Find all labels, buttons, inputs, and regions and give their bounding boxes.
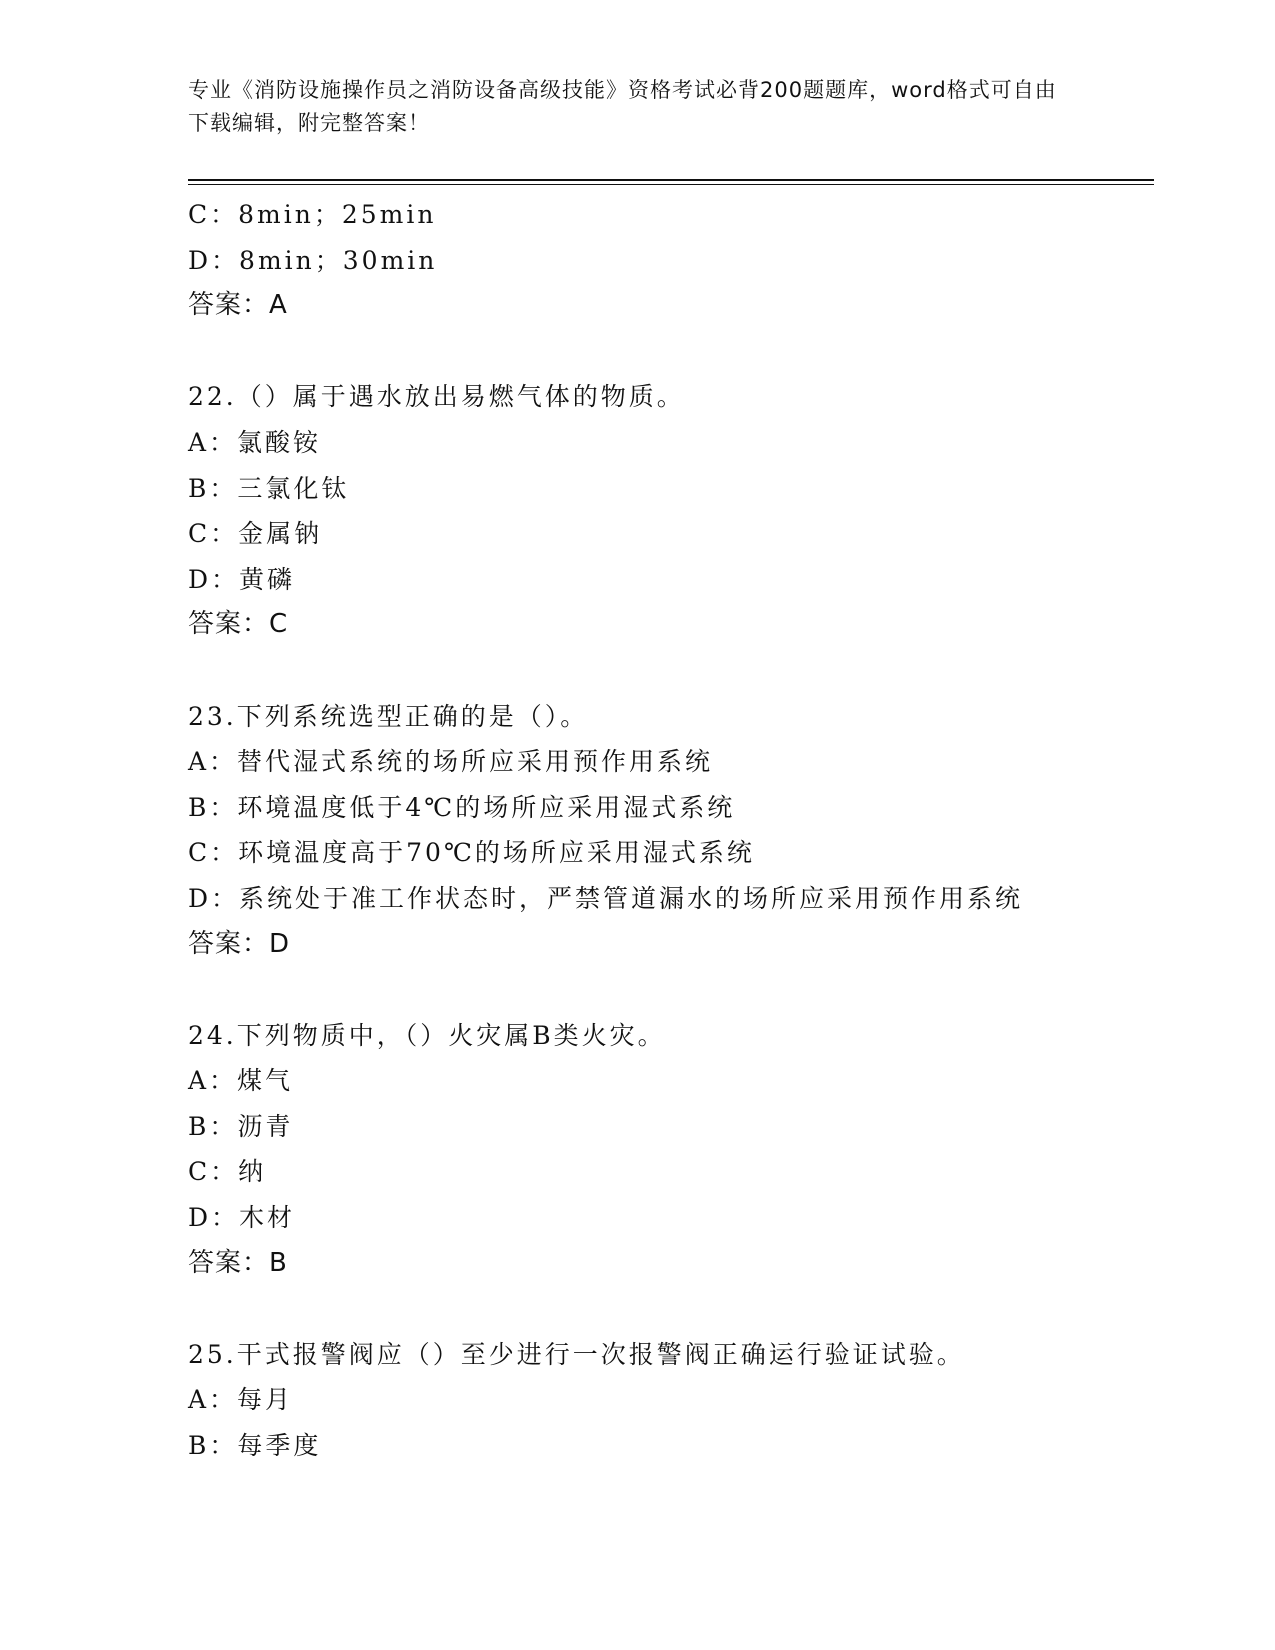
option-b: B：每季度 bbox=[188, 1431, 322, 1461]
question-25 bbox=[188, 1332, 1154, 1469]
header-rule-thick bbox=[188, 179, 1154, 181]
option-d: D：木材 bbox=[188, 1203, 296, 1233]
answer: 答案：C bbox=[188, 609, 289, 640]
question-stem: 23.下列系统选型正确的是（）。 bbox=[188, 701, 589, 731]
spacer bbox=[188, 1286, 1154, 1332]
question-stem: 24.下列物质中，（）火灾属B类火灾。 bbox=[188, 1020, 666, 1050]
spacer bbox=[188, 967, 1154, 1013]
spacer bbox=[188, 329, 1154, 375]
question-stem: 22.（）属于遇水放出易燃气体的物质。 bbox=[188, 382, 685, 412]
option-a: A：替代湿式系统的场所应采用预作用系统 bbox=[188, 747, 714, 777]
option-b: B：环境温度低于4℃的场所应采用湿式系统 bbox=[188, 792, 736, 822]
answer: 答案：A bbox=[188, 290, 288, 321]
option-d: D：系统处于准工作状态时，严禁管道漏水的场所应采用预作用系统 bbox=[188, 883, 1024, 913]
option-b: B：三氯化钛 bbox=[188, 473, 350, 503]
question-stem: 25.干式报警阀应（）至少进行一次报警阀正确运行验证试验。 bbox=[188, 1339, 965, 1369]
question-list bbox=[188, 192, 1154, 1469]
option-d: D：8min；30min bbox=[188, 245, 438, 275]
answer: 答案：D bbox=[188, 928, 291, 959]
option-a: A：煤气 bbox=[188, 1066, 294, 1096]
option-c: C：环境温度高于70℃的场所应采用湿式系统 bbox=[188, 838, 755, 868]
option-d: D：黄磷 bbox=[188, 564, 296, 594]
option-b: B：沥青 bbox=[188, 1111, 294, 1141]
option-c: C：金属钠 bbox=[188, 519, 323, 549]
option-a: A：每月 bbox=[188, 1385, 294, 1415]
question-24 bbox=[188, 1013, 1154, 1287]
header-rule-thin bbox=[188, 184, 1154, 185]
option-c: C：纳 bbox=[188, 1157, 267, 1187]
option-a: A：氯酸铵 bbox=[188, 427, 322, 457]
question-23 bbox=[188, 694, 1154, 968]
document-header: 专业《消防设施操作员之消防设备高级技能》资格考试必背200题题库，word格式可自由下载编辑，附完整答案！ bbox=[188, 78, 1057, 135]
question-22 bbox=[188, 374, 1154, 648]
spacer bbox=[188, 648, 1154, 694]
option-c: C：8min；25min bbox=[188, 200, 437, 229]
answer: 答案：B bbox=[188, 1247, 288, 1278]
